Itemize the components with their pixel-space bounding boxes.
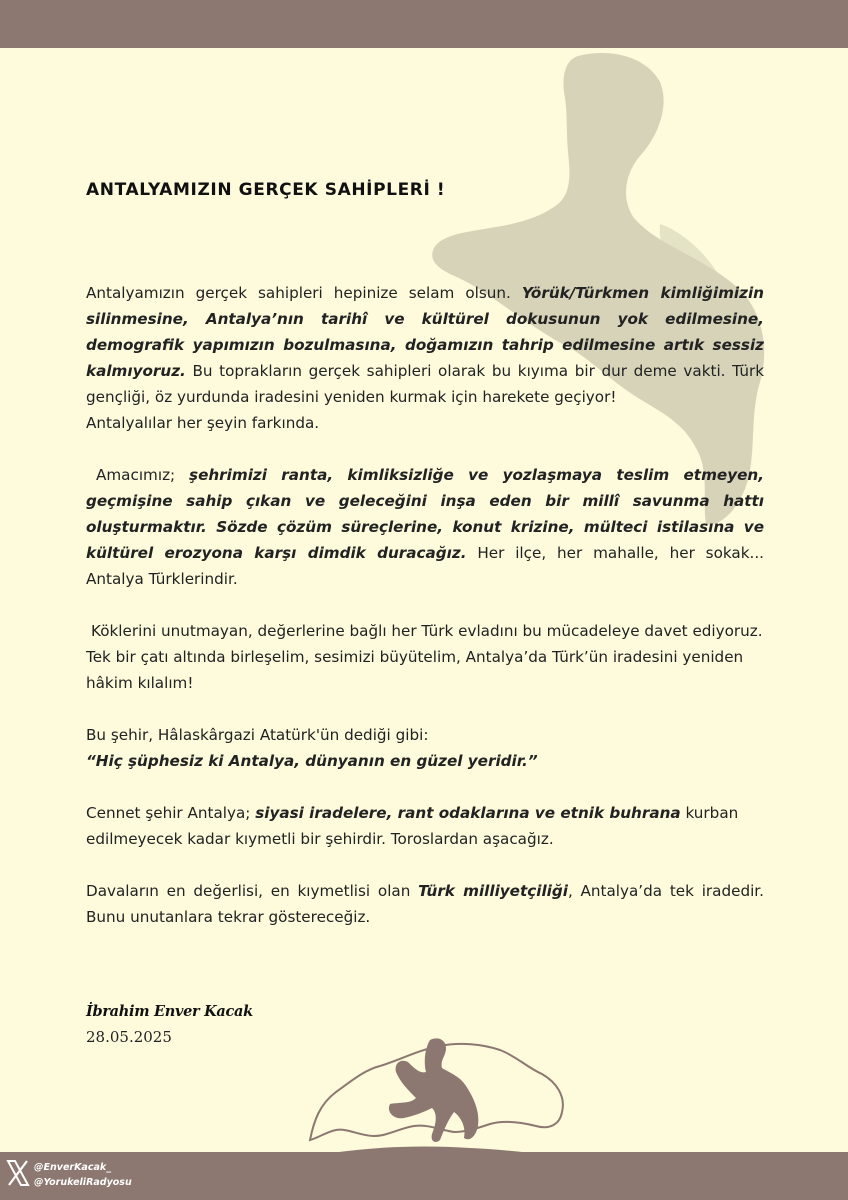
date: 28.05.2025 [86, 1028, 172, 1046]
handle-yorukeliradyosu[interactable]: @YorukeliRadyosu [34, 1177, 132, 1188]
turkey-map-horseman-icon [290, 1020, 580, 1160]
paragraph-6-emphasis: siyasi iradelere, rant odaklarına ve etnik buhrana [255, 804, 681, 822]
paragraph-3-text-a: Amacımız; [96, 466, 190, 484]
paragraph-1 [86, 280, 764, 410]
paragraph-1-emphasis: Yörük/Türkmen kimliğimizin silinmesine, Antalya’nın tarihî ve kültürel dokusunun yok edilmesine, demografik yapımızın bozulmasına, doğamızın tahrip edilmesine artık sessiz kalmıyoruz. [86, 284, 764, 380]
paragraph-7-text-b: , Antalya’da tek iradedir. Bunu unutanlara tekrar göstereceğiz. [86, 882, 764, 926]
paragraph-3 [86, 462, 764, 592]
page-title: ANTALYAMIZIN GERÇEK SAHİPLERİ ! [86, 180, 446, 200]
paragraph-3-text-b: Her ilçe, her mahalle, her sokak... Antalya Türklerindir. [86, 544, 764, 588]
x-logo-icon [6, 1158, 30, 1188]
paragraph-1-text-a: Antalyamızın gerçek sahipleri hepinize selam olsun. [86, 284, 522, 302]
paragraph-5-line: Bu şehir, Hâlaskârgazi Atatürk'ün dediği gibi: [86, 726, 429, 744]
signature: İbrahim Enver Kacak [86, 1003, 253, 1020]
paragraph-3-emphasis: şehrimizi ranta, kimliksizliğe ve yozlaşmaya teslim etmeyen, geçmişine sahip çıkan ve geleceğini inşa eden bir millî savunma hattı oluşturmaktır. Sözde çözüm süreçlerine, konut krizine, mülteci istilasına ve kültürel erozyona karşı dimdik duracağız. [86, 466, 764, 562]
paragraph-7-emphasis: Türk milliyetçiliği [418, 882, 568, 900]
paragraph-6-text-a: Cennet şehir Antalya; [86, 804, 256, 822]
paragraph-6-text-b: kurban edilmeyecek kadar kıymetli bir şehirdir. Toroslardan aşacağız. [86, 804, 739, 848]
letter-body [86, 280, 764, 930]
paragraph-6 [86, 800, 764, 852]
paragraph-4: Köklerini unutmayan, değerlerine bağlı her Türk evladını bu mücadeleye davet ediyoruz. Tek bir çatı altında birleşelim, sesimizi büyütelim, Antalya’da Türk’ün iradesini yeniden hâkim kılalım! [86, 622, 763, 692]
top-band [0, 0, 848, 48]
paragraph-7 [86, 878, 764, 930]
paragraph-2: Antalyalılar her şeyin farkında. [86, 414, 320, 432]
handle-enverkacak[interactable]: @EnverKacak_ [34, 1162, 111, 1173]
ataturk-quote: “Hiç şüphesiz ki Antalya, dünyanın en güzel yeridir.” [86, 752, 538, 770]
paragraph-1-text-b: Bu toprakların gerçek sahipleri olarak bu kıyıma bir dur deme vakti. Türk gençliği, öz yurdunda iradesini yeniden kurmak için harekete geçiyor! [86, 362, 764, 406]
social-handles [34, 1160, 132, 1190]
paragraph-7-text-a: Davaların en değerlisi, en kıymetlisi olan [86, 882, 419, 900]
